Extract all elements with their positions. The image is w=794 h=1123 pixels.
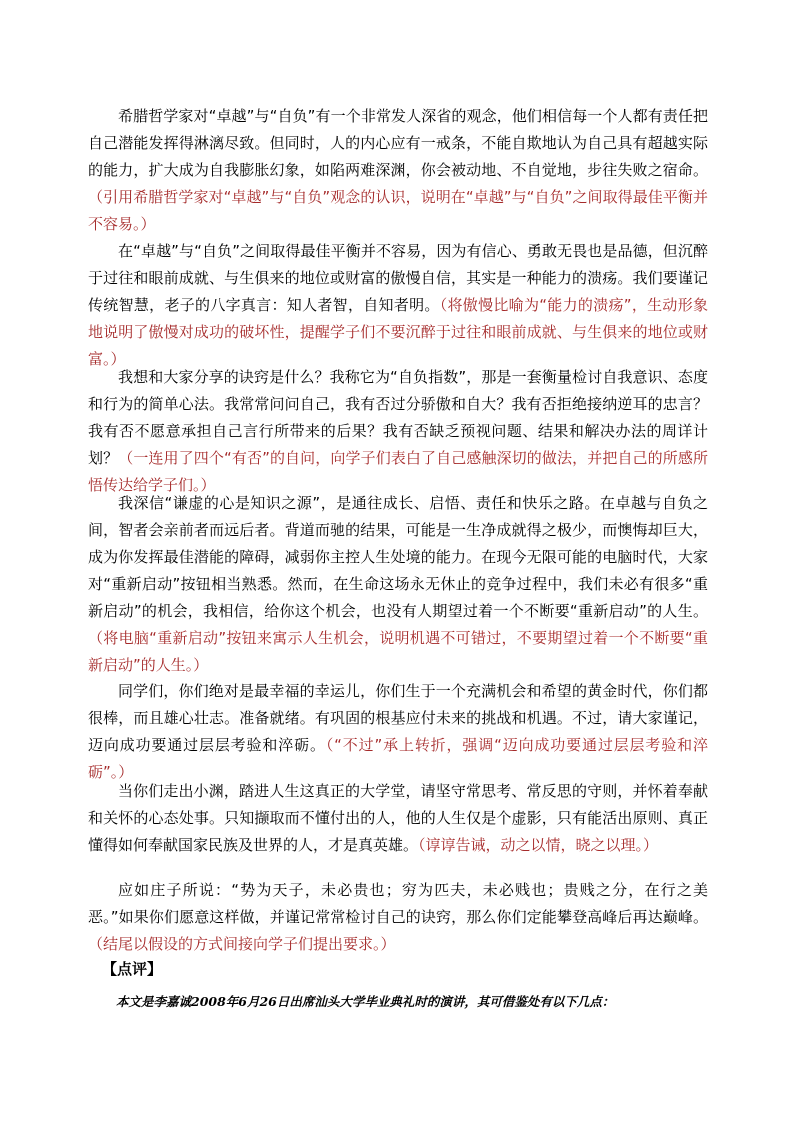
annotation-comment: （一连用了四个“有否”的自问，向学子们表白了自己感触深切的做法，并把自己的所感所悟传达给学子们。） bbox=[88, 449, 708, 494]
paragraph bbox=[88, 364, 708, 499]
paragraph bbox=[88, 238, 708, 373]
annotation-comment: （将电脑“重新启动”按钮来寓示人生机会，说明机遇不可错过，不要期望过着一个不断要“重新启动”的人生。） bbox=[88, 629, 708, 674]
paragraph-text: 当你们走出小渊，踏进人生这真正的大学堂，请坚守常思考、常反思的守则，并怀着奉献和关怀的心态处事。只知撷取而不懂付出的人，他的人生仅是个虚影，只有能活出原则、真正懂得如何奉献国家民族及世界的人，才是真英雄。 bbox=[88, 782, 708, 854]
paragraph-text: 应如庄子所说：“势为天子，未必贵也；穷为匹夫，未必贱也；贵贱之分，在行之美恶。”如果你们愿意这样做，并谨记常常检讨自己的诀窍，那么你们定能攀登高峰后再达巅峰。 bbox=[88, 881, 708, 926]
paragraph bbox=[88, 490, 708, 679]
paragraph-text: 我想和大家分享的诀窍是什么？我称它为“自负指数”，那是一套衡量检讨自我意识、态度和行为的简单心法。我常常问问自己，我有否过分骄傲和自大？我有否拒绝接纳逆耳的忠言？我有否不愿意承担自己言行所带来的后果？我有否缺乏预视问题、结果和解决办法的周详计划？ bbox=[88, 368, 708, 467]
paragraph-text: 希腊哲学家对“卓越”与“自负”有一个非常发人深省的观念，他们相信每一个人都有责任把自己潜能发挥得淋漓尽致。但同时，人的内心应有一戒条，不能自欺地认为自己具有超越实际的能力，扩大成为自我膨胀幻象，如陷两难深渊，你会被动地、不自觉地，步往失败之宿命。 bbox=[88, 107, 708, 179]
review-text: 本文是李嘉诚2008年6月26日出席汕头大学毕业典礼时的演讲，其可借鉴处有以下几点： bbox=[116, 994, 615, 1009]
paragraph bbox=[88, 778, 708, 859]
annotation-comment: （结尾以假设的方式间接向学子们提出要求。） bbox=[88, 935, 396, 953]
paragraph bbox=[88, 103, 708, 238]
paragraph-text: 在“卓越”与“自负”之间取得最佳平衡并不容易，因为有信心、勇敢无畏也是品德，但沉醉于过往和眼前成就、与生俱来的地位或财富的傲慢自信，其实是一种能力的溃疡。我们要谨记传统智慧，老子的八字真言：知人者智，自知者明。 bbox=[88, 242, 708, 314]
annotation-comment: （将傲慢比喻为“能力的溃疡”，生动形象地说明了傲慢对成功的破坏性，提醒学子们不要沉醉于过往和眼前成就、与生俱来的地位或财富。） bbox=[88, 296, 708, 368]
annotation-comment: （谆谆告诫，动之以情，晓之以理。） bbox=[418, 836, 659, 854]
paragraph-text: 我深信“谦虚的心是知识之源”，是通往成长、启悟、责任和快乐之路。在卓越与自负之间，智者会亲前者而远后者。背道而驰的结果，可能是一生净成就得之极少，而懊悔却巨大，成为你发挥最佳潜能的障碍，减弱你主控人生处境的能力。在现今无限可能的电脑时代，大家对“重新启动”按钮相当熟悉。然而，在生命这场永无休止的竞争过程中，我们未必有很多“重新启动”的机会，我相信，给你这个机会，也没有人期望过着一个不断要“重新启动”的人生。 bbox=[88, 494, 708, 620]
review-heading: 【点评】 bbox=[102, 960, 163, 978]
annotation-comment: （引用希腊哲学家对“卓越”与“自负”观念的认识，说明在“卓越”与“自负”之间取得最佳平衡并不容易。） bbox=[88, 188, 708, 233]
paragraph bbox=[88, 678, 708, 786]
annotation-comment: （“不过”承上转折，强调“迈向成功要通过层层考验和淬砺”。） bbox=[88, 736, 708, 781]
paragraph-text: 同学们，你们绝对是最幸福的幸运儿，你们生于一个充满机会和希望的黄金时代，你们都很棒，而且雄心壮志。准备就绪。有巩固的根基应付未来的挑战和机遇。不过，请大家谨记，迈向成功要通过层层考验和淬砺。 bbox=[88, 682, 708, 754]
paragraph bbox=[88, 877, 708, 958]
